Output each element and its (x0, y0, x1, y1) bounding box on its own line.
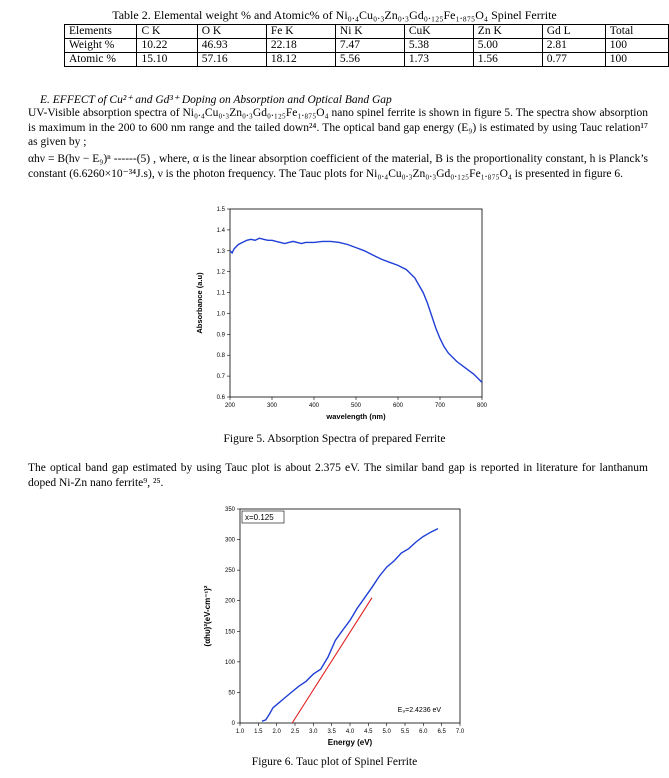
table-cell: 0.77 (542, 53, 605, 67)
table-header-cell: Fe K (266, 25, 335, 39)
table-cell: 7.47 (335, 39, 404, 53)
y-tick-label: 350 (224, 507, 235, 513)
table-header-cell: O K (197, 25, 266, 39)
x-tick-label: 6.0 (419, 729, 428, 735)
table-cell: 1.56 (473, 53, 542, 67)
table-cell: 10.22 (137, 39, 197, 53)
x-tick-label: 700 (434, 403, 446, 409)
x-tick-label: 600 (392, 403, 404, 409)
y-axis-label: (αhυ)²(eV-cm⁻¹)² (203, 585, 212, 647)
y-tick-label: 1.2 (216, 269, 225, 276)
y-tick-label: 0.7 (216, 374, 225, 381)
y-tick-label: 1.1 (216, 290, 225, 297)
y-tick-label: 0.9 (216, 332, 225, 339)
tauc-plot-chart (196, 503, 476, 753)
table-cell: 5.00 (473, 39, 542, 53)
y-tick-label: 100 (224, 659, 235, 666)
band-gap-annotation: E₉=2.4236 eV (397, 706, 442, 714)
y-tick-label: 50 (228, 690, 235, 697)
y-tick-label: 1.0 (216, 311, 225, 318)
x-tick-label: 6.5 (437, 729, 446, 735)
x-tick-label: 7.0 (455, 729, 465, 735)
y-tick-label: 1.4 (216, 227, 225, 234)
y-tick-label: 150 (224, 629, 235, 636)
x-tick-label: 5.5 (400, 729, 410, 735)
absorbance-series-line (230, 238, 482, 382)
section-heading: E. EFFECT of Cu²⁺ and Gd³⁺ Doping on Absorption and Optical Band Gap (40, 94, 392, 106)
x-tick-label: 2.0 (272, 729, 281, 735)
x-tick-label: 400 (308, 403, 320, 409)
table-cell: 5.38 (404, 39, 473, 53)
table-cell: Atomic % (65, 53, 137, 67)
figure-6-caption: Figure 6. Tauc plot of Spinel Ferrite (251, 756, 418, 768)
y-tick-label: 300 (224, 537, 235, 544)
table-cell: 15.10 (137, 53, 197, 67)
x-axis-label: Energy (eV) (327, 738, 373, 747)
x-tick-label: 4.5 (364, 729, 373, 735)
x-tick-label: 5.0 (382, 729, 391, 735)
table-header-row (65, 25, 669, 39)
table-cell: 5.56 (335, 53, 404, 67)
table-cell: 22.18 (266, 39, 335, 53)
y-tick-label: 200 (224, 598, 235, 605)
x-tick-label: 4.0 (345, 729, 355, 735)
table-header-cell: Gd L (542, 25, 605, 39)
elemental-table (64, 24, 669, 67)
plot-frame (240, 509, 460, 723)
x-tick-label: 3.0 (309, 729, 318, 735)
absorption-spectrum-chart (190, 205, 500, 427)
x-tick-label: 1.5 (254, 729, 263, 735)
x-tick-label: 2.5 (290, 729, 300, 735)
y-tick-label: 1.3 (216, 248, 225, 255)
y-axis-label: Absorbance (a.u) (195, 272, 204, 334)
plot-frame (230, 209, 482, 397)
paragraph: UV-Visible absorption spectra of Ni₀.₄Cu₀.₃Zn₀.₃Gd₀.₁₂₅Fe₁.₈₇₅O₄ nano spinel ferrite is shown in figure 5. The spectra show absorption is maximum in the 200 to 600 nm range and the tailed down²⁴. The optical band gap energy (E₉) is estimated by using Tauc relation¹⁷ as given by ; (28, 107, 648, 148)
table-header-cell: CuK (404, 25, 473, 39)
tauc-fit-line (292, 598, 372, 723)
y-tick-label: 0.6 (216, 395, 225, 401)
x-tick-label: 800 (476, 403, 488, 409)
x-tick-label: 300 (266, 403, 278, 409)
x-tick-label: 3.5 (327, 729, 336, 735)
y-tick-label: 250 (224, 568, 235, 575)
x-tick-label: 1.0 (235, 729, 245, 735)
table-cell: 18.12 (266, 53, 335, 67)
x-axis-label: wavelength (nm) (326, 412, 386, 421)
legend-label: x=0.125 (245, 513, 274, 522)
table-header-cell: Ni K (335, 25, 404, 39)
table-cell: 57.16 (197, 53, 266, 67)
table-row (65, 53, 669, 67)
y-tick-label: 0 (231, 721, 235, 727)
paragraph: αhν = B(hν − E₉)ⁿ ------(5) , where, α is the linear absorption coefficient of the material, B is the proportionality constant, h is Planck’s constant (6.6260×10⁻³⁴J.s), ν is the photon frequency. The Tauc plots for Ni₀.₄Cu₀.₃Zn₀.₃Gd₀.₁₂₅Fe₁.₈₇₅O₄ is presented in figure 6. (28, 153, 648, 180)
x-tick-label: 200 (224, 403, 236, 409)
table-cell: Weight % (65, 39, 137, 53)
y-tick-label: 0.8 (216, 353, 225, 360)
table-cell: 46.93 (197, 39, 266, 53)
paragraph: The optical band gap estimated by using Tauc plot is about 2.375 eV. The similar band gap is reported in literature for lanthanum doped Ni-Zn nano ferrite⁹, ²⁵. (28, 462, 648, 489)
table-cell: 1.73 (404, 53, 473, 67)
table-header-cell: C K (137, 25, 197, 39)
table-row (65, 39, 669, 53)
figure-5-caption: Figure 5. Absorption Spectra of prepared Ferrite (223, 433, 446, 445)
table-caption: Table 2. Elemental weight % and Atomic% of Ni₀.₄Cu₀.₃Zn₀.₃Gd₀.₁₂₅Fe₁.₈₇₅O₄ Spinel Ferrite (112, 8, 557, 22)
tauc-series-line (262, 529, 438, 722)
y-tick-label: 1.5 (216, 207, 225, 213)
table-header-cell: Total (605, 25, 668, 39)
table-header-cell: Zn K (473, 25, 542, 39)
table-header-cell: Elements (65, 25, 137, 39)
table-cell: 100 (605, 53, 668, 67)
table-cell: 100 (605, 39, 668, 53)
table-cell: 2.81 (542, 39, 605, 53)
x-tick-label: 500 (350, 403, 362, 409)
